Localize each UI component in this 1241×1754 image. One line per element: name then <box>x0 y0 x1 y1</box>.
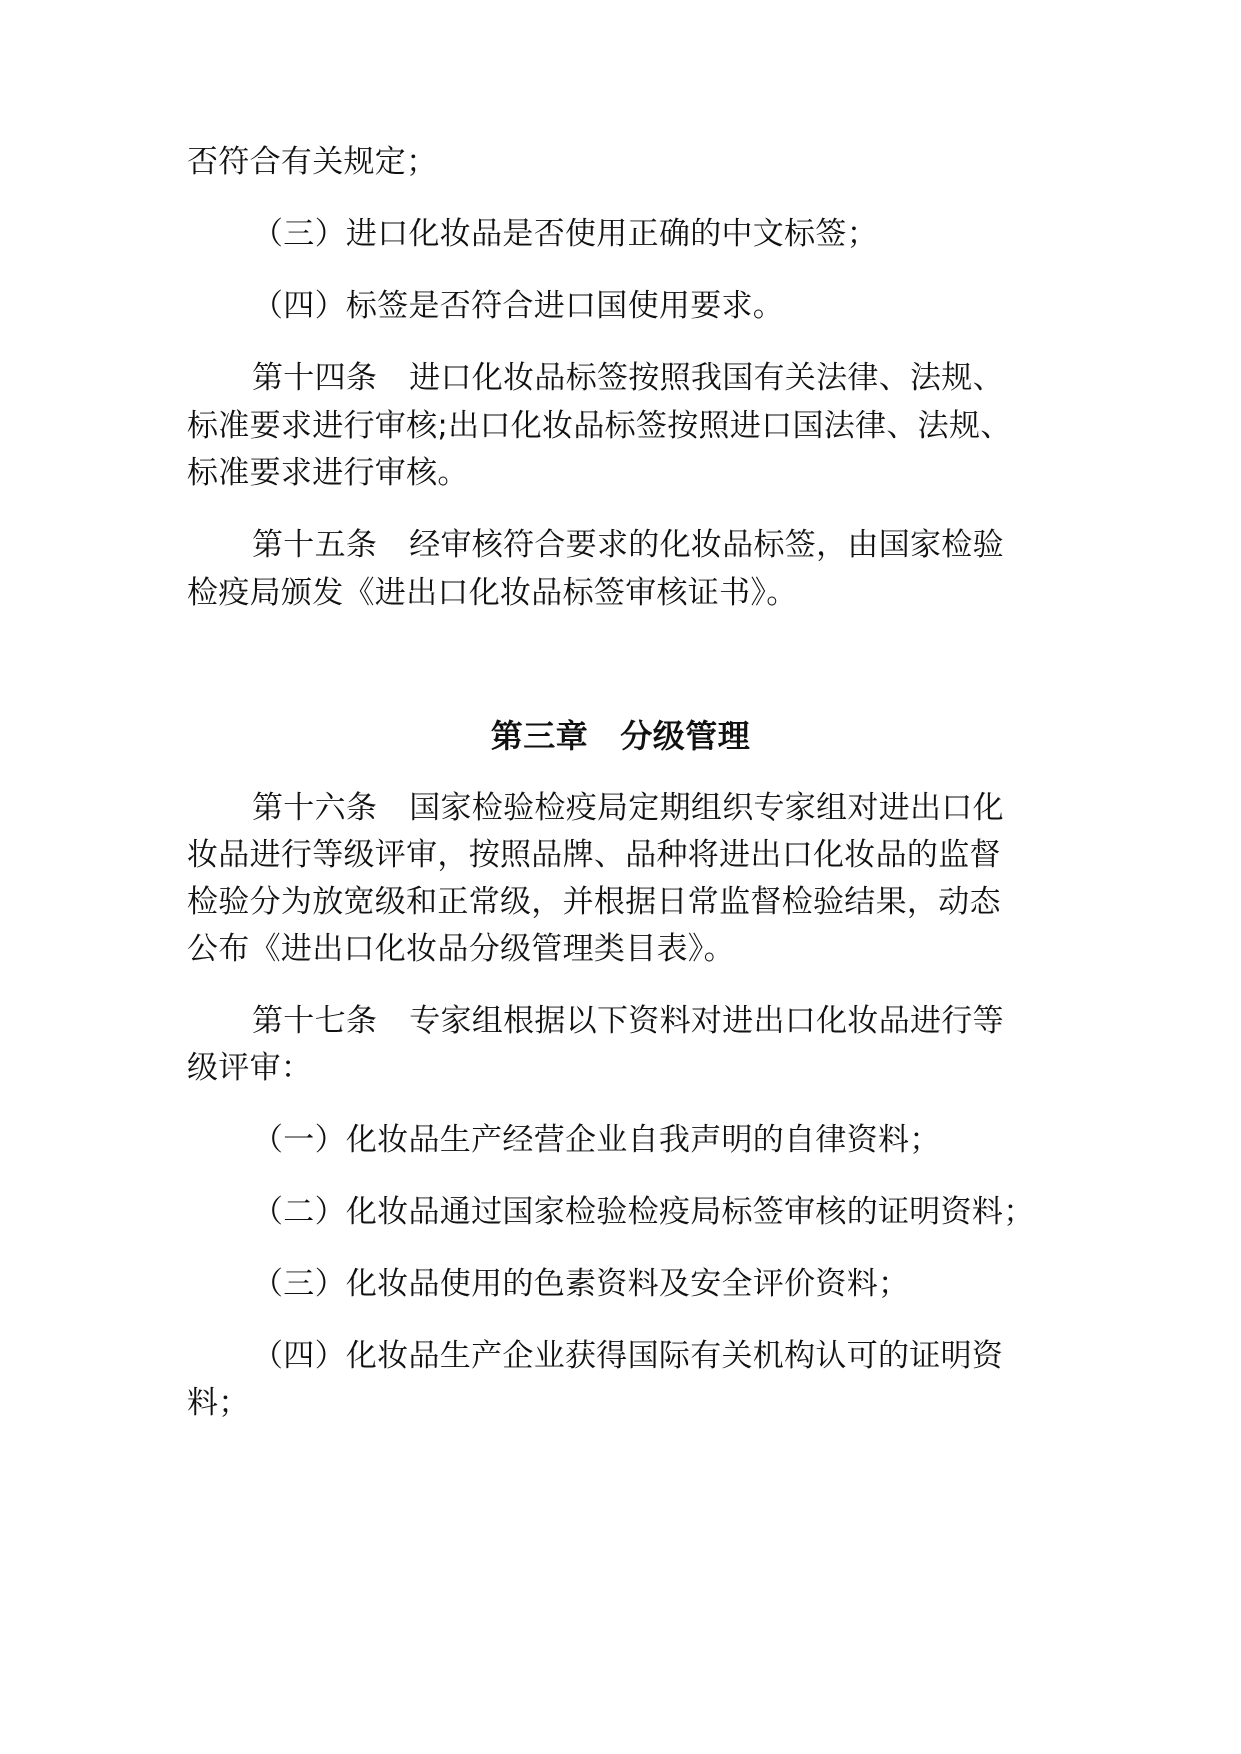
list-item: （四）化妆品生产企业获得国际有关机构认可的证明资 <box>252 1338 1004 1374</box>
chapter-number: 第三章 <box>490 717 589 755</box>
list-item: （一）化妆品生产经营企业自我声明的自律资料； <box>252 1122 941 1158</box>
article-16-line-3: 检验分为放宽级和正常级，并根据日常监督检验结果，动态 <box>187 884 1001 920</box>
article-15-label: 第十五条 <box>252 527 378 563</box>
article-14-first-line <box>252 357 1004 399</box>
article-17-line-2: 级评审： <box>187 1050 313 1086</box>
list-item-3: （三）进口化妆品是否使用正确的中文标签； <box>252 216 878 252</box>
article-15-line-2: 检疫局颁发《进出口化妆品标签审核证书》。 <box>187 575 798 611</box>
chapter-title: 分级管理 <box>620 717 751 755</box>
article-15-text: 经审核符合要求的化妆品标签，由国家检验 <box>409 527 1004 563</box>
article-16-text: 国家检验检疫局定期组织专家组对进出口化 <box>409 790 1004 826</box>
article-16-label: 第十六条 <box>252 790 378 826</box>
article-17-label: 第十七条 <box>252 1003 378 1039</box>
article-14-line-3: 标准要求进行审核。 <box>187 455 469 491</box>
article-15-first-line <box>252 524 1004 566</box>
list-item-4: （四）标签是否符合进口国使用要求。 <box>252 288 785 324</box>
article-16-line-4: 公布《进出口化妆品分级管理类目表》。 <box>187 931 735 967</box>
list-item-continuation: 料； <box>187 1385 250 1421</box>
article-16-line-2: 妆品进行等级评审，按照品牌、品种将进出口化妆品的监督 <box>187 837 1001 873</box>
article-14-line-2: 标准要求进行审核;出口化妆品标签按照进口国法律、法规、 <box>187 408 1012 444</box>
article-14-text: 进口化妆品标签按照我国有关法律、法规、 <box>409 360 1004 396</box>
list-item: （二）化妆品通过国家检验检疫局标签审核的证明资料； <box>252 1194 1035 1230</box>
paragraph-line: 否符合有关规定； <box>187 144 438 180</box>
list-item: （三）化妆品使用的色素资料及安全评价资料； <box>252 1266 910 1302</box>
article-17-text: 专家组根据以下资料对进出口化妆品进行等 <box>409 1003 1004 1039</box>
article-17-first-line <box>252 1000 1004 1042</box>
article-14-label: 第十四条 <box>252 360 378 396</box>
article-16-first-line <box>252 787 1004 829</box>
chapter-heading <box>0 714 1241 758</box>
